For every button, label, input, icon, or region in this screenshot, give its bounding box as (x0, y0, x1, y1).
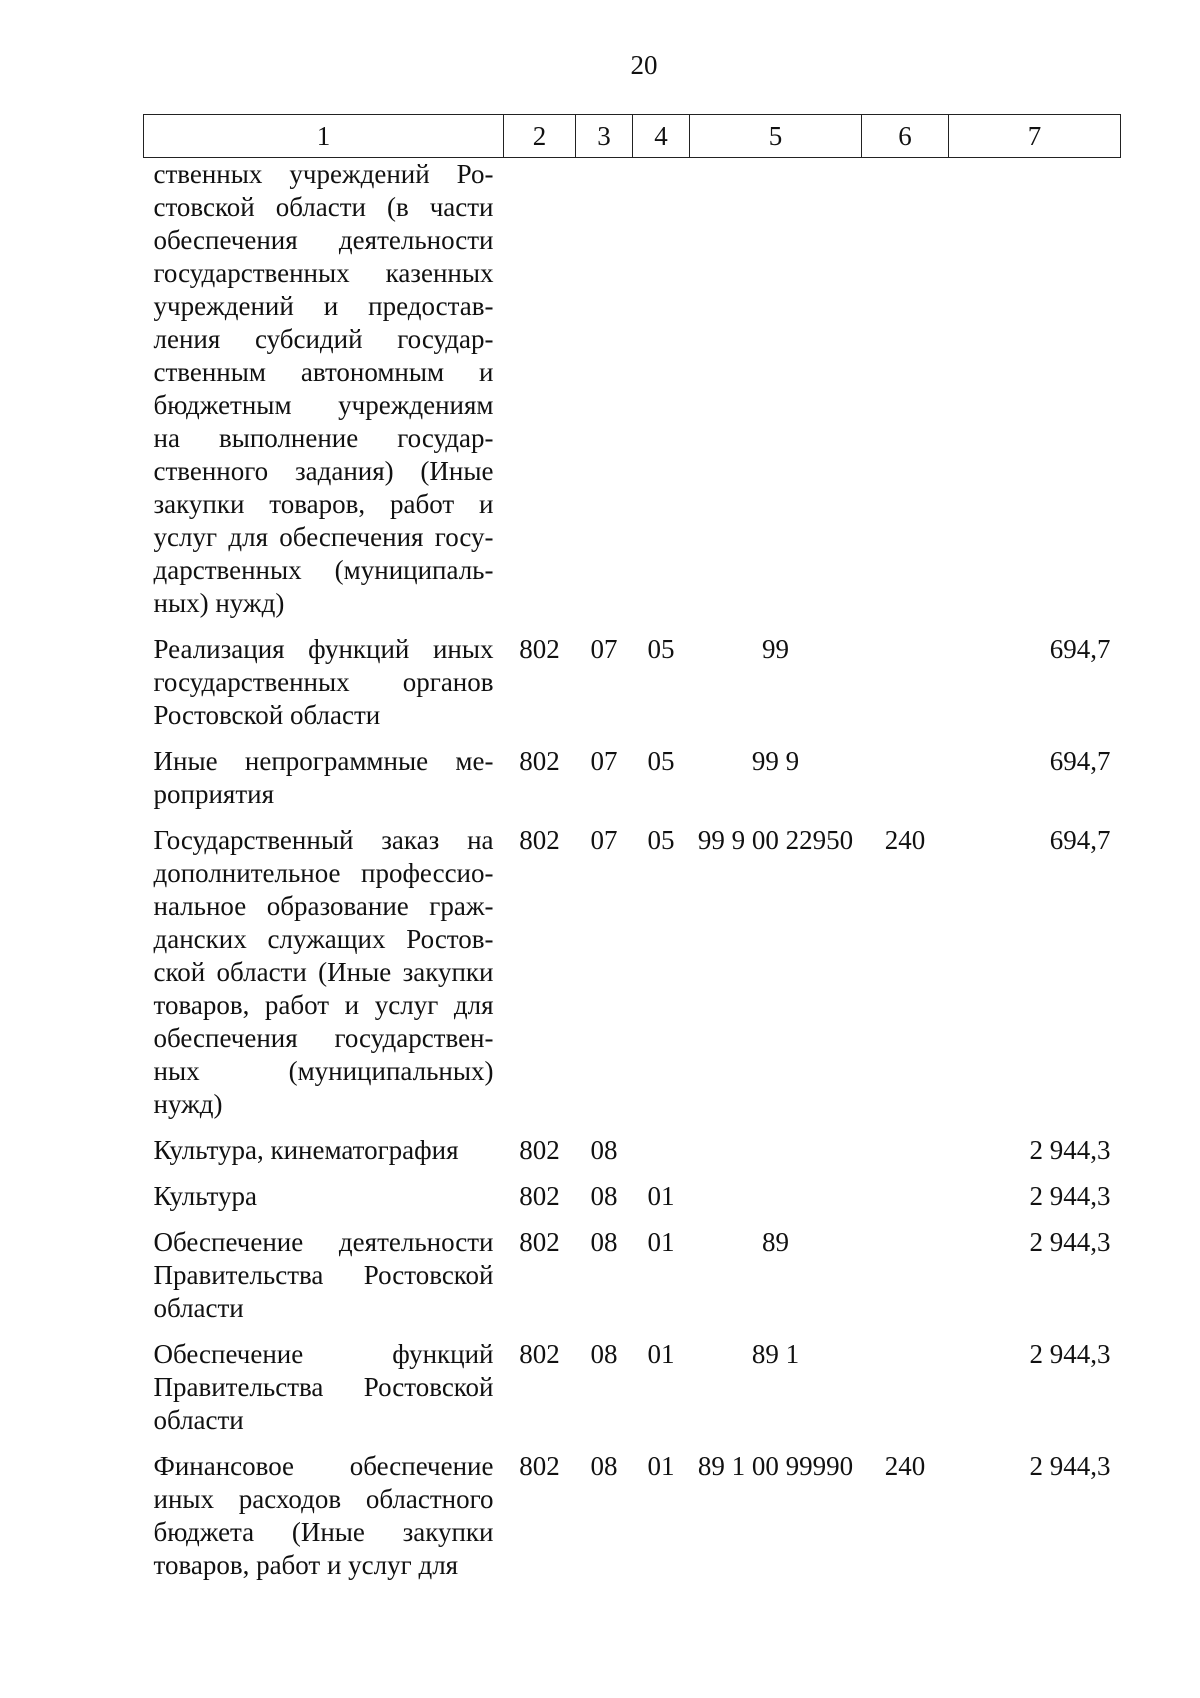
section-code-cell: 802 (519, 746, 560, 776)
column-header: 3 (576, 115, 633, 158)
row-name-line: закупки товаров, работ и (153, 489, 494, 519)
row-name-line: Ростовской области (153, 700, 381, 730)
row-name-line: Государственный заказ на (153, 825, 494, 855)
column-header: 6 (862, 115, 949, 158)
row-name-line: иных расходов областного (153, 1484, 494, 1514)
amount-cell: 694,7 (1049, 825, 1111, 855)
row-name-line: товаров, работ и услуг для (153, 1550, 459, 1580)
row-name-line: услуг для обеспечения госу- (153, 522, 494, 552)
row-name-line: Реализация функций иных (153, 634, 494, 664)
target-article-cell: 89 1 (751, 1339, 800, 1369)
section-code-cell: 802 (519, 634, 560, 664)
row-name-line: ления субсидий государ- (153, 324, 494, 354)
amount-cell: 2 944,3 (1029, 1181, 1111, 1211)
row-name-line: области (153, 1405, 244, 1435)
row-name-cell (144, 745, 504, 824)
amount-cell: 694,7 (1049, 634, 1111, 664)
column-header: 7 (949, 115, 1121, 158)
chapter-code-cell: 08 (590, 1181, 618, 1211)
row-name-line: дарственных (муниципаль- (153, 555, 494, 585)
row-name-line: Обеспечение деятельности (153, 1227, 494, 1257)
row-name-line: обеспечения деятельности (153, 225, 494, 255)
section-code-cell: 802 (519, 1339, 560, 1369)
row-name-line: бюджетным учреждениям (153, 390, 494, 420)
amount-cell: 2 944,3 (1029, 1451, 1111, 1481)
row-name-line: товаров, работ и услуг для (153, 990, 494, 1020)
expense-type-cell (862, 1226, 949, 1338)
row-name-line: дополнительное профессио- (153, 858, 494, 888)
chapter-code-cell: 08 (590, 1339, 618, 1369)
budget-table (143, 114, 1121, 1595)
page-number: 20 (630, 50, 658, 80)
target-article-cell: 99 (762, 634, 789, 664)
expense-type-cell (862, 745, 949, 824)
row-name-line: ственного задания) (Иные (153, 456, 494, 486)
row-name-line: нальное образование граж- (153, 891, 494, 921)
row-name-cell (144, 1180, 504, 1226)
subsection-code-cell: 05 (647, 634, 675, 664)
row-name-line: ственным автономным и (153, 357, 494, 387)
row-name-cell (144, 158, 504, 634)
amount-cell: 2 944,3 (1029, 1339, 1111, 1369)
row-name-line: ственных учреждений Ро- (153, 159, 494, 189)
target-article-cell: 89 1 00 99990 (697, 1451, 854, 1481)
chapter-code-cell (576, 158, 633, 634)
table-row (144, 1180, 1121, 1226)
target-article-cell (690, 1134, 862, 1180)
table-row (144, 745, 1121, 824)
expense-type-cell (862, 1134, 949, 1180)
row-name-cell (144, 1226, 504, 1338)
target-article-cell (690, 1180, 862, 1226)
column-header: 4 (633, 115, 690, 158)
row-name-cell (144, 633, 504, 745)
row-name-line: бюджета (Иные закупки (153, 1517, 494, 1547)
row-name-line: Правительства Ростовской (153, 1260, 494, 1290)
section-code-cell: 802 (519, 1451, 560, 1481)
row-name-line: государственных казенных (153, 258, 494, 288)
section-code-cell: 802 (519, 1227, 560, 1257)
row-name-line: роприятия (153, 779, 274, 809)
chapter-code-cell: 08 (590, 1135, 618, 1165)
section-code-cell: 802 (519, 1135, 560, 1165)
subsection-code-cell: 01 (647, 1181, 675, 1211)
chapter-code-cell: 07 (590, 634, 618, 664)
expense-type-cell (862, 1338, 949, 1450)
amount-cell: 694,7 (1049, 746, 1111, 776)
table-row (144, 158, 1121, 634)
subsection-code-cell: 01 (647, 1339, 675, 1369)
section-code-cell: 802 (519, 825, 560, 855)
row-name-cell (144, 1450, 504, 1595)
row-name-line: Культура, кинематография (153, 1135, 459, 1165)
amount-cell (949, 158, 1121, 634)
expense-type-cell (862, 1180, 949, 1226)
row-name-line: ской области (Иные закупки (153, 957, 494, 987)
target-article-cell: 99 9 (751, 746, 800, 776)
amount-cell: 2 944,3 (1029, 1135, 1111, 1165)
row-name-line: ных (муниципальных) (153, 1056, 494, 1086)
row-name-cell (144, 1338, 504, 1450)
row-name-cell (144, 1134, 504, 1180)
target-article-cell: 89 (762, 1227, 789, 1257)
row-name-line: области (153, 1293, 244, 1323)
row-name-cell (144, 824, 504, 1134)
subsection-code-cell (633, 1134, 690, 1180)
table-header-row (144, 115, 1121, 158)
column-header: 5 (690, 115, 862, 158)
chapter-code-cell: 08 (590, 1227, 618, 1257)
table-body (144, 158, 1121, 1596)
expense-type-cell: 240 (884, 1451, 926, 1481)
table-row (144, 1226, 1121, 1338)
table-row (144, 633, 1121, 745)
column-header: 2 (504, 115, 576, 158)
row-name-line: Правительства Ростовской (153, 1372, 494, 1402)
table-row (144, 1134, 1121, 1180)
expense-type-cell (862, 158, 949, 634)
row-name-line: нужд) (153, 1089, 223, 1119)
row-name-line: Иные непрограммные ме- (153, 746, 494, 776)
subsection-code-cell: 05 (647, 825, 675, 855)
expense-type-cell: 240 (884, 825, 926, 855)
target-article-cell (690, 158, 862, 634)
row-name-line: на выполнение государ- (153, 423, 494, 453)
subsection-code-cell (633, 158, 690, 634)
column-header: 1 (144, 115, 504, 158)
row-name-line: Обеспечение функций (153, 1339, 494, 1369)
row-name-line: ных) нужд) (153, 588, 285, 618)
row-name-line: государственных органов (153, 667, 494, 697)
target-article-cell: 99 9 00 22950 (697, 825, 854, 855)
row-name-line: Культура (153, 1181, 257, 1211)
row-name-line: стовской области (в части (153, 192, 494, 222)
table-row (144, 824, 1121, 1134)
section-code-cell (504, 158, 576, 634)
chapter-code-cell: 07 (590, 746, 618, 776)
row-name-line: учреждений и предостав- (153, 291, 494, 321)
table-row (144, 1338, 1121, 1450)
subsection-code-cell: 01 (647, 1227, 675, 1257)
subsection-code-cell: 05 (647, 746, 675, 776)
chapter-code-cell: 07 (590, 825, 618, 855)
row-name-line: Финансовое обеспечение (153, 1451, 494, 1481)
expense-type-cell (862, 633, 949, 745)
table-row (144, 1450, 1121, 1595)
amount-cell: 2 944,3 (1029, 1227, 1111, 1257)
row-name-line: обеспечения государствен- (153, 1023, 494, 1053)
section-code-cell: 802 (519, 1181, 560, 1211)
subsection-code-cell: 01 (647, 1451, 675, 1481)
chapter-code-cell: 08 (590, 1451, 618, 1481)
row-name-line: данских служащих Ростов- (153, 924, 494, 954)
